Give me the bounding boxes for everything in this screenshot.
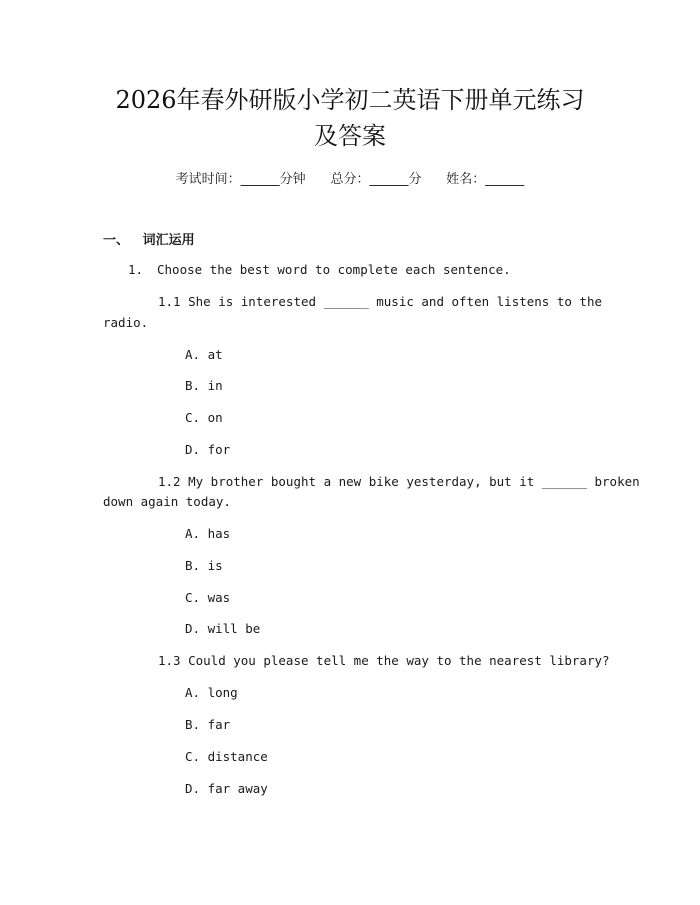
document-title-line1: 2026年春外研版小学初二英语下册单元练习: [115, 86, 585, 114]
section-title: 词汇运用: [142, 233, 195, 248]
section-heading: [103, 229, 195, 248]
question-1-1-line1: 1.1 She is interested ______ music and often listens to the: [158, 294, 603, 309]
question-1-1-option-b: B. in: [185, 378, 223, 393]
question-1-2-option-a: A. has: [185, 526, 231, 541]
instruction: [128, 260, 511, 280]
total-score-label: 总分：______分: [330, 172, 422, 187]
question-1-1-option-d: D. for: [185, 442, 231, 457]
question-1-3-option-c: C. distance: [185, 749, 268, 764]
section-number: 一、: [103, 233, 130, 248]
question-1-2-line2: down again today.: [103, 494, 231, 509]
document-title-line2: 及答案: [314, 122, 386, 150]
question-1-1-option-c: C. on: [185, 410, 223, 425]
exam-meta: [0, 168, 700, 187]
question-1-2-option-b: B. is: [185, 558, 223, 573]
student-name-label: 姓名：______: [446, 172, 525, 187]
question-1-1-option-a: A. at: [185, 347, 223, 362]
question-1-3-option-a: A. long: [185, 685, 238, 700]
question-1-3-line1: 1.3 Could you please tell me the way to the nearest library?: [158, 653, 610, 668]
question-1-1-line2: radio.: [103, 315, 149, 330]
question-1-2-option-c: C. was: [185, 590, 231, 605]
instruction-number: 1.: [128, 262, 144, 277]
question-1-2-option-d: D. will be: [185, 621, 261, 636]
question-1-2-line1: 1.2 My brother bought a new bike yesterday, but it ______ broken: [158, 474, 640, 489]
exam-time-label: 考试时间：______分钟: [175, 172, 306, 187]
instruction-text: Choose the best word to complete each sentence.: [157, 262, 511, 277]
question-1-3-option-d: D. far away: [185, 781, 268, 796]
question-1-3-option-b: B. far: [185, 717, 231, 732]
